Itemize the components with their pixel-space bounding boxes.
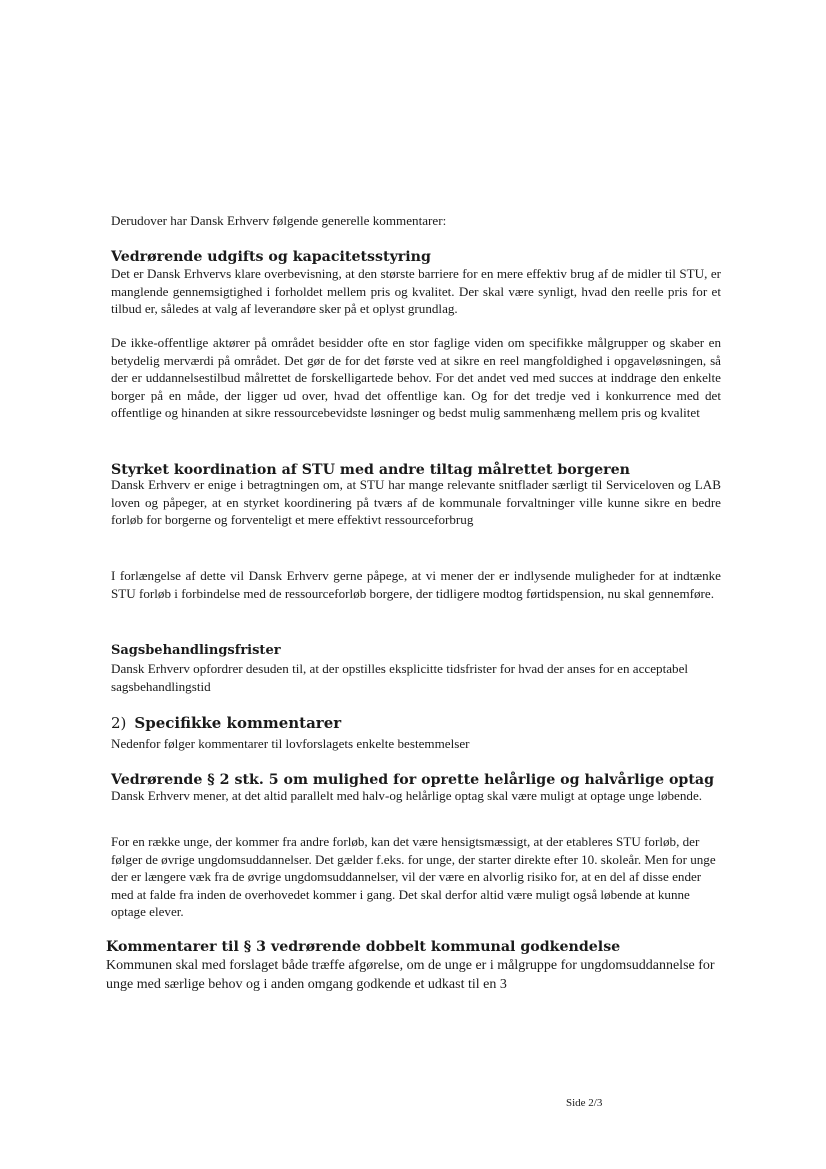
section-heading-sagsbehandling: Sagsbehandlingsfrister	[111, 643, 281, 658]
section-specifikke-paragraph-1: Nedenfor følger kommentarer til lovforslagets enkelte bestemmelser	[111, 736, 470, 751]
section-heading-godkendelse: Kommentarer til § 3 vedrørende dobbelt kommunal godkendelse	[106, 939, 621, 955]
section-heading-koordination: Styrket koordination af STU med andre tiltag målrettet borgeren	[111, 462, 630, 478]
section-number: 2)	[111, 714, 127, 732]
section-udgifts-paragraph-2: De ikke-offentlige aktører på området besidder ofte en stor faglige viden om specifikke målgrupper og skaber en betydelig merværdi på området. Det gør de for det første ved at sikre en reel mangfoldighed i opgaveløsningen, så der er uddannelsestilbud målrettet de forskelligartede behov. For det andet ved med succes at inddrage den enkelte borger på en måde, der ligger ud over, hvad det offentlige kan. Og for det tredje ved i konkurrence med det offentlige og hinanden at sikre ressourcebevidste løsninger og bedst mulig sammenhæng mellem pris og kvalitet	[111, 335, 721, 421]
section-heading-optag: Vedrørende § 2 stk. 5 om mulighed for oprette helårlige og halvårlige optag	[111, 772, 715, 788]
section-heading-udgifts: Vedrørende udgifts og kapacitetsstyring	[111, 249, 431, 265]
intro-text: Derudover har Dansk Erhverv følgende generelle kommentarer:	[111, 213, 447, 228]
section-koordination-paragraph-1: Dansk Erhverv er enige i betragtningen om, at STU har mange relevante snitflader særligt til Serviceloven og LAB loven og påpeger, at en styrket koordinering på tværs af de kommunale forvaltninger ville kunne sikre en bedre forløb for borgerne og forventeligt et mere effektivt ressourceforbrug	[111, 477, 721, 528]
section-godkendelse-paragraph-1: Kommunen skal med forslaget både træffe afgørelse, om de unge er i målgruppe for ungdomsuddannelse for unge med særlige behov og i anden omgang godkende et udkast til en 3	[106, 958, 715, 992]
section-koordination-paragraph-2: I forlængelse af dette vil Dansk Erhverv gerne påpege, at vi mener der er indlysende muligheder for at indtænke STU forløb i forbindelse med de ressourceforløb borgere, der tidligere modtog førtidspension, nu skal gennemføre.	[111, 568, 721, 601]
section-sagsbehandling-paragraph-1: Dansk Erhverv opfordrer desuden til, at der opstilles eksplicitte tidsfrister for hvad der anses for en acceptabel sagsbehandlingstid	[111, 661, 689, 694]
section-optag-paragraph-2: For en række unge, der kommer fra andre forløb, kan det være hensigtsmæssigt, at der etableres STU forløb, der følger de øvrige ungdomsuddannelser. Det gælder f.eks. for unge, der starter direkte efter 10. skoleår. Men for unge der er længere væk fra de øvrige ungdomsuddannelser, vil der være en alvorlig risiko for, at en del af disse ender med at falde fra inden de overhovedet kommer i gang. Det skal derfor altid være muligt også løbende at kunne optage elever.	[111, 834, 716, 920]
section-udgifts-paragraph-1: Det er Dansk Erhvervs klare overbevisning, at den største barriere for en mere effektiv brug af de midler til STU, er manglende gennemsigtighed i forholdet mellem pris og kvalitet. Der skal være synligt, hvad den reelle pris for et tilbud er, således at valg af leverandøre sker på et oplyst grundlag.	[111, 266, 721, 317]
page-number: Side 2/3	[566, 1097, 603, 1109]
section-optag-paragraph-1: Dansk Erhverv mener, at det altid parallelt med halv-og helårlige optag skal være muligt at optage unge løbende.	[111, 788, 703, 803]
section-specifikke-heading-row	[111, 714, 721, 733]
section-heading-specifikke: Specifikke kommentarer	[134, 714, 342, 732]
